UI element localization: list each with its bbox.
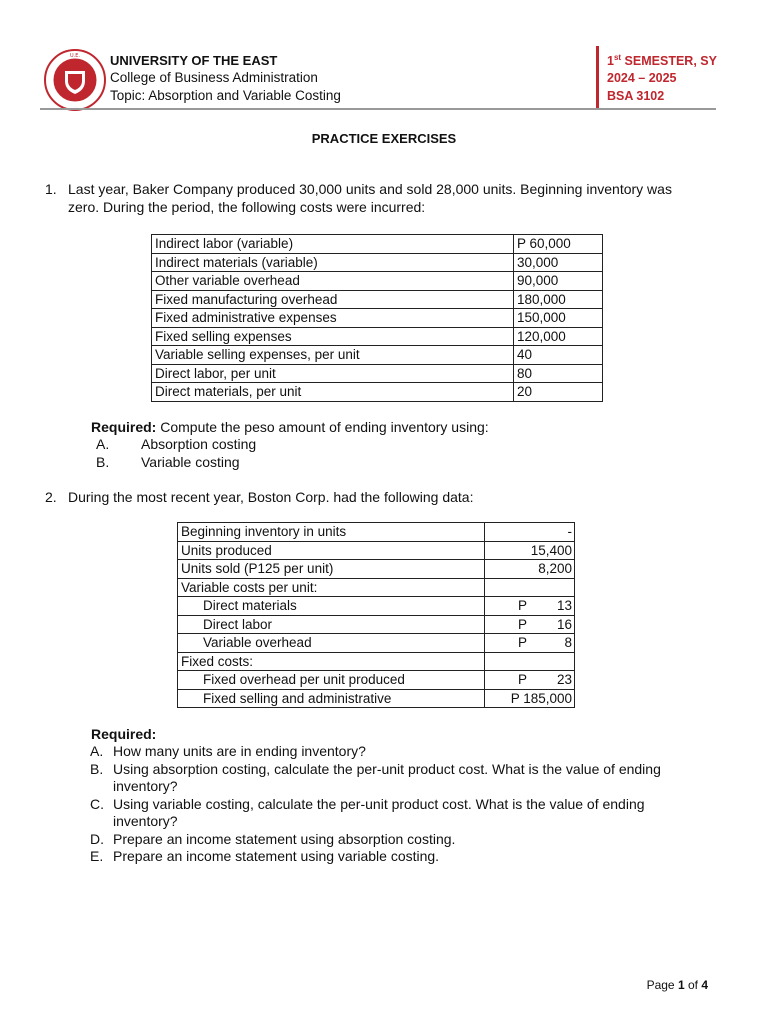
data-label: Beginning inventory in units xyxy=(178,523,485,542)
cost-value: 120,000 xyxy=(514,327,603,346)
cost-label: Variable selling expenses, per unit xyxy=(152,346,514,365)
exercise2-required-list xyxy=(90,743,720,866)
header-separator xyxy=(40,108,716,110)
value-text: 15,400 xyxy=(530,542,572,558)
cost-label: Fixed manufacturing overhead xyxy=(152,290,514,309)
item-text: Using variable costing, calculate the per-unit product cost. What is the value of ending xyxy=(113,795,645,812)
list-item xyxy=(90,831,720,849)
value-text: 16 xyxy=(556,616,572,632)
data-label: Direct materials xyxy=(178,597,485,616)
item-letter: E. xyxy=(90,848,104,864)
topic: Topic: Absorption and Variable Costing xyxy=(110,88,341,103)
list-item: B. Variable costing xyxy=(96,453,240,470)
data-value xyxy=(485,652,575,671)
table-row xyxy=(178,523,575,542)
school-year: 2024 – 2025 xyxy=(607,71,677,85)
cost-label: Fixed selling expenses xyxy=(152,327,514,346)
semester: 1st SEMESTER, SY xyxy=(607,53,717,69)
exercise1-number: 1. xyxy=(45,181,57,197)
item-letter: C. xyxy=(90,795,104,812)
data-value xyxy=(485,578,575,597)
currency-symbol: P xyxy=(518,635,528,651)
item-text: Prepare an income statement using variable costing. xyxy=(113,848,440,864)
table-row xyxy=(152,290,603,309)
item-text-cont: inventory? xyxy=(113,813,178,829)
cost-value: 150,000 xyxy=(514,309,603,328)
value-text: 23 xyxy=(556,672,572,688)
course-code: BSA 3102 xyxy=(607,89,665,103)
item-text: Prepare an income statement using absorption costing. xyxy=(113,830,456,847)
data-value xyxy=(485,634,575,653)
list-item xyxy=(90,796,720,831)
data-label: Variable costs per unit: xyxy=(178,578,485,597)
data-label: Direct labor xyxy=(178,615,485,634)
data-value xyxy=(485,671,575,690)
exercise2-number: 2. xyxy=(45,489,57,505)
table-row xyxy=(152,235,603,254)
college-name: College of Business Administration xyxy=(110,70,318,85)
cost-label: Indirect labor (variable) xyxy=(152,235,514,254)
cost-value: 40 xyxy=(514,346,603,365)
item-text: Using absorption costing, calculate the per-unit product cost. What is the value of ending xyxy=(113,760,661,777)
cost-label: Direct labor, per unit xyxy=(152,364,514,383)
exercise2-data-table xyxy=(177,522,575,708)
table-row xyxy=(178,689,575,708)
data-label: Units produced xyxy=(178,541,485,560)
cost-value: 80 xyxy=(514,364,603,383)
cost-label: Other variable overhead xyxy=(152,272,514,291)
table-row xyxy=(178,541,575,560)
data-value xyxy=(485,615,575,634)
list-item: A. Absorption costing xyxy=(96,436,257,452)
table-row xyxy=(178,615,575,634)
table-row xyxy=(152,383,603,402)
exercise1-text: Last year, Baker Company produced 30,000 units and sold 28,000 units. Beginning inventory was zero. During the period, the following costs were incurred: xyxy=(68,181,672,215)
cost-label: Direct materials, per unit xyxy=(152,383,514,402)
cost-value: P 60,000 xyxy=(514,235,603,254)
data-value xyxy=(485,689,575,708)
value-text: 8,200 xyxy=(538,561,572,577)
cost-label: Indirect materials (variable) xyxy=(152,253,514,272)
list-item xyxy=(90,743,720,761)
currency-symbol: P xyxy=(518,598,528,614)
page-number: Page 1 of 4 xyxy=(646,978,708,992)
item-letter: D. xyxy=(90,830,104,847)
svg-text:U.E.: U.E. xyxy=(70,53,80,59)
data-label: Fixed selling and administrative xyxy=(178,689,485,708)
data-value xyxy=(485,597,575,616)
currency-symbol: P xyxy=(518,672,528,688)
university-seal-logo xyxy=(44,49,106,111)
table-row xyxy=(152,272,603,291)
data-value xyxy=(485,523,575,542)
table-row xyxy=(152,309,603,328)
item-text: How many units are in ending inventory? xyxy=(113,743,366,759)
data-value xyxy=(485,560,575,579)
exercise1-cost-table xyxy=(151,234,603,402)
university-name: UNIVERSITY OF THE EAST xyxy=(110,53,278,68)
cost-value: 90,000 xyxy=(514,272,603,291)
exercise1-required: Required: Compute the peso amount of ending inventory using: xyxy=(91,419,489,435)
item-letter: B. xyxy=(90,760,104,777)
table-row xyxy=(178,578,575,597)
table-row xyxy=(178,652,575,671)
value-text: 8 xyxy=(564,635,572,651)
table-row xyxy=(152,327,603,346)
exercise2-required-label: Required: xyxy=(91,726,157,742)
table-row xyxy=(152,346,603,365)
data-label: Units sold (P125 per unit) xyxy=(178,560,485,579)
item-letter: A. xyxy=(90,743,104,759)
cost-value: 30,000 xyxy=(514,253,603,272)
table-row xyxy=(178,671,575,690)
cost-value: 180,000 xyxy=(514,290,603,309)
table-row xyxy=(152,364,603,383)
exercise1-options xyxy=(96,436,256,471)
table-row xyxy=(178,560,575,579)
data-label: Fixed costs: xyxy=(178,652,485,671)
table-row xyxy=(178,634,575,653)
header-divider xyxy=(596,46,599,110)
cost-label: Fixed administrative expenses xyxy=(152,309,514,328)
value-text: P 185,000 xyxy=(510,690,572,706)
exercise2-text: During the most recent year, Boston Corp. had the following data: xyxy=(68,489,474,505)
data-label: Fixed overhead per unit produced xyxy=(178,671,485,690)
item-text-cont: inventory? xyxy=(113,778,178,794)
cost-value: 20 xyxy=(514,383,603,402)
data-value xyxy=(485,541,575,560)
table-row xyxy=(152,253,603,272)
currency-symbol: P xyxy=(518,616,528,632)
list-item xyxy=(90,848,720,866)
data-label: Variable overhead xyxy=(178,634,485,653)
list-item xyxy=(90,761,720,796)
table-row xyxy=(178,597,575,616)
page-title: PRACTICE EXERCISES xyxy=(311,131,457,146)
value-text: - xyxy=(567,524,572,540)
value-text: 13 xyxy=(556,598,572,614)
